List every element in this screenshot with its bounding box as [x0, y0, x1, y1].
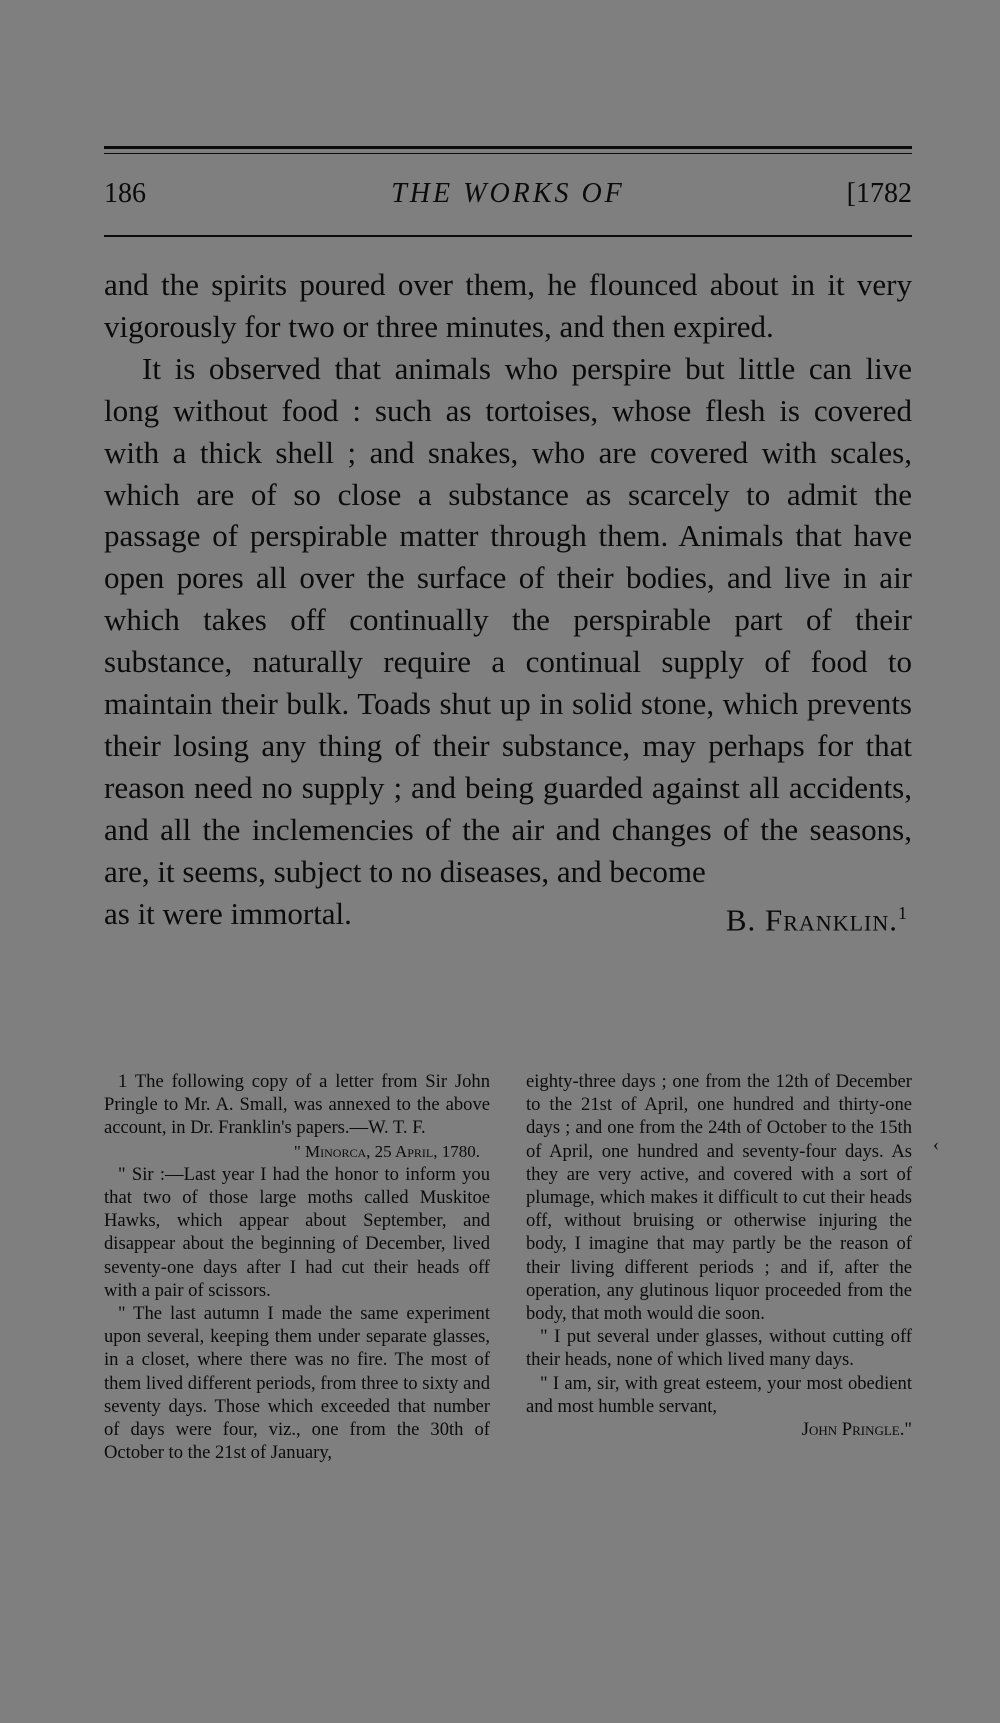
closing-line — [104, 893, 912, 935]
running-title: THE WORKS OF — [391, 178, 625, 209]
footnote-intro: 1 The following copy of a letter from Sir John Pringle to Mr. A. Small, was annexed to the above account, in Dr. Franklin's papers.—W. T. F. — [104, 1071, 490, 1139]
letter-paragraph-1: " Sir :—Last year I had the honor to inform you that two of those large moths called Muskitoe Hawks, which appear about September, and disappear about the beginning of December, lived seventy-one days after I had cut their heads off with a pair of scissors. — [104, 1163, 490, 1301]
header-rule-top — [104, 146, 912, 149]
main-paragraph-2: It is observed that animals who perspire but little can live long without food : such as tortoises, whose flesh is covered with a thick shell ; and snakes, who are covered with scales, which are of so close a substance as scarcely to admit the passage of perspirable matter through them. Animals that have open pores all over the surface of their bodies, and live in air which takes off continually the perspirable part of their substance, naturally require a continual supply of food to maintain their bulk. Toads shut up in solid stone, which prevents their losing any thing of their substance, may perhaps for that reason need no supply ; and being guarded against all accidents, and all the inclemencies of the air and changes of the seasons, are, it seems, subject to no diseases, and become — [104, 350, 912, 889]
letter-signer: John Pringle." — [801, 1419, 912, 1441]
letter-paragraph-2-continued: eighty-three days ; one from the 12th of December to the 21st of April, one hundred and thirty-one days ; and one from the 24th of October to the 15th of April, one hundred and seventy-four days. As they are very active, and covered with a sort of plumage, which makes it difficult to cut their heads off, without bruising or otherwise injuring the body, I imagine that may partly be the reason of their living different periods ; and if, after the operation, any glutinous liquor proceeded from the body, that moth would die soon. — [526, 1071, 912, 1325]
running-header — [104, 178, 912, 218]
book-page — [104, 0, 912, 1723]
footnote-marker: 1 — [898, 902, 908, 923]
signature — [726, 893, 908, 941]
main-paragraph-2-tail: as it were immortal. — [104, 895, 352, 931]
header-rule-top-thin — [104, 153, 912, 154]
page-number: 186 — [104, 178, 146, 209]
header-rule-bottom — [104, 235, 912, 237]
signature-name: B. Franklin. — [725, 901, 898, 937]
letter-paragraph-4: " I am, sir, with great esteem, your most obedient and most humble servant, — [526, 1372, 912, 1417]
footnote-column-left — [104, 1070, 490, 1464]
main-paragraph-1: and the spirits poured over them, he flounced about in it very vigorously for two or three minutes, and then expired. — [104, 267, 912, 344]
letter-dateline: " Minorca, 25 April, 1780. — [293, 1141, 480, 1161]
footnote-column-right — [526, 1070, 912, 1441]
letter-paragraph-2: " The last autumn I made the same experiment upon several, keeping them under separate glasses, in a closet, where there was no fire. The most of them lived different periods, from three to sixty and seventy days. Those which exceeded that number of days were four, viz., one from the 30th of October to the 21st of January, — [104, 1303, 490, 1464]
letter-paragraph-3: " I put several under glasses, without cutting off their heads, none of which lived many days. — [526, 1326, 912, 1371]
stray-margin-mark: ‹ — [933, 1134, 939, 1154]
header-year: [1782 — [846, 178, 912, 209]
main-text — [104, 264, 912, 935]
